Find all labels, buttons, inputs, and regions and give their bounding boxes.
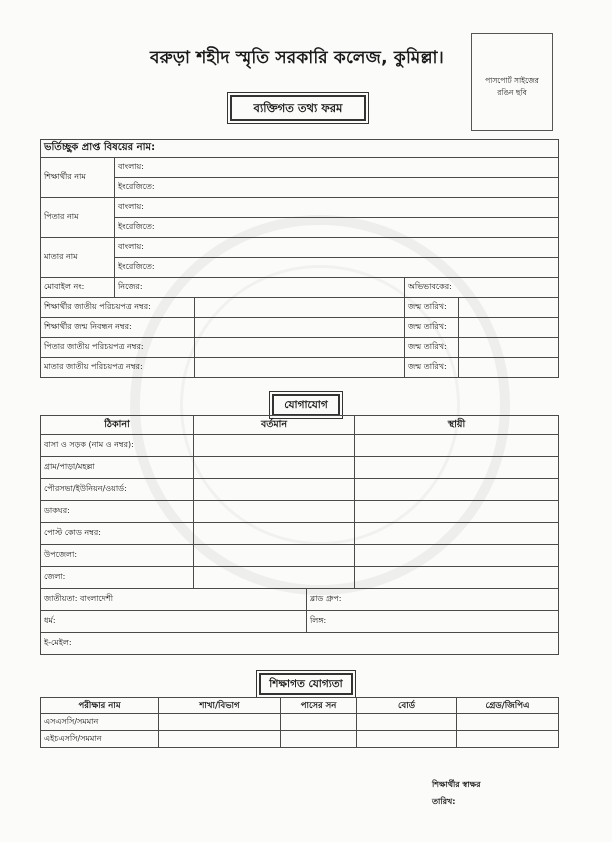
student-dob-label-2: জন্ম তারিখ: <box>405 318 459 338</box>
mother-dob-label: জন্ম তারিখ: <box>405 358 459 378</box>
student-name-bangla[interactable]: বাংলায়: <box>115 158 559 178</box>
blood-group-field[interactable]: ব্লাড গ্রুপ: <box>307 589 559 611</box>
father-name-bangla[interactable]: বাংলায়: <box>115 198 559 218</box>
college-name: বরুড়া শহীদ স্মৃতি সরকারি কলেজ, কুমিল্লা। <box>150 48 444 68</box>
permanent-field[interactable] <box>355 501 559 523</box>
personal-info-title: ব্যক্তিগত তথ্য ফরম <box>230 95 366 121</box>
address-row-label: ডাকঘর: <box>41 501 194 523</box>
grade-header: গ্রেড/জিপিএ <box>457 698 559 714</box>
contact-table <box>40 415 559 655</box>
student-name-label: শিক্ষার্থীর নাম <box>41 158 115 198</box>
student-birth-reg-label: শিক্ষার্থীর জন্ম নিবন্ধন নম্বর: <box>41 318 195 338</box>
present-field[interactable] <box>194 567 355 589</box>
mother-name-label: মাতার নাম <box>41 238 115 278</box>
education-table <box>40 697 559 748</box>
present-field[interactable] <box>194 479 355 501</box>
permanent-field[interactable] <box>355 479 559 501</box>
student-dob-field-2[interactable] <box>459 318 559 338</box>
father-name-label: পিতার নাম <box>41 198 115 238</box>
education-title: শিক্ষাগত যোগ্যতা <box>259 673 353 695</box>
ssc-year-field[interactable] <box>281 714 357 731</box>
address-column-header: ঠিকানা <box>41 416 194 435</box>
student-name-english[interactable]: ইংরেজিতে: <box>115 178 559 198</box>
signature-block <box>432 776 481 810</box>
father-nid-label: পিতার জাতীয় পরিচয়পত্র নম্বর: <box>41 338 195 358</box>
mother-nid-field[interactable] <box>195 358 405 378</box>
present-field[interactable] <box>194 457 355 479</box>
hsc-label: এইচএসসি/সমমান <box>41 731 159 748</box>
permanent-column-header: স্থায়ী <box>355 416 559 435</box>
mobile-guardian-field[interactable]: অভিভাবকের: <box>405 278 559 298</box>
religion-field[interactable]: ধর্ম: <box>41 611 307 633</box>
address-row-label: পৌরসভা/ইউনিয়ন/ওয়ার্ড: <box>41 479 194 501</box>
email-field[interactable]: ই-মেইল: <box>41 633 559 655</box>
hsc-grade-field[interactable] <box>457 731 559 748</box>
father-name-english[interactable]: ইংরেজিতে: <box>115 218 559 238</box>
student-birth-reg-field[interactable] <box>195 318 405 338</box>
mother-nid-label: মাতার জাতীয় পরিচয়পত্র নম্বর: <box>41 358 195 378</box>
student-dob-label: জন্ম তারিখ: <box>405 298 459 318</box>
nationality-field[interactable]: জাতীয়তা: বাংলাদেশী <box>41 589 307 611</box>
photo-label-line2: রঙিন ছবি <box>497 88 527 97</box>
hsc-group-field[interactable] <box>159 731 281 748</box>
board-header: বোর্ড <box>357 698 457 714</box>
exam-name-header: পরীক্ষার নাম <box>41 698 159 714</box>
signature-label: শিক্ষার্থীর স্বাক্ষর <box>432 780 481 789</box>
father-dob-field[interactable] <box>459 338 559 358</box>
present-column-header: বর্তমান <box>194 416 355 435</box>
group-header: শাখা/বিভাগ <box>159 698 281 714</box>
hsc-year-field[interactable] <box>281 731 357 748</box>
father-dob-label: জন্ম তারিখ: <box>405 338 459 358</box>
hsc-board-field[interactable] <box>357 731 457 748</box>
present-field[interactable] <box>194 523 355 545</box>
present-field[interactable] <box>194 545 355 567</box>
address-row-label: উপজেলা: <box>41 545 194 567</box>
student-nid-label: শিক্ষার্থীর জাতীয় পরিচয়পত্র নম্বর: <box>41 298 195 318</box>
gender-field[interactable]: লিঙ্গ: <box>307 611 559 633</box>
present-field[interactable] <box>194 435 355 457</box>
permanent-field[interactable] <box>355 567 559 589</box>
address-row-label: বাসা ও সড়ক (নাম ও নম্বর): <box>41 435 194 457</box>
mobile-own-field[interactable]: নিজের: <box>115 278 405 298</box>
ssc-board-field[interactable] <box>357 714 457 731</box>
permanent-field[interactable] <box>355 545 559 567</box>
mother-name-english[interactable]: ইংরেজিতে: <box>115 258 559 278</box>
student-dob-field[interactable] <box>459 298 559 318</box>
ssc-group-field[interactable] <box>159 714 281 731</box>
address-row-label: পোস্ট কোড নম্বর: <box>41 523 194 545</box>
photo-label-line1: পাসপোর্ট সাইজের <box>485 76 539 85</box>
mother-dob-field[interactable] <box>459 358 559 378</box>
address-row-label: গ্রাম/পাড়া/মহল্লা <box>41 457 194 479</box>
ssc-label: এসএসসি/সমমান <box>41 714 159 731</box>
passing-year-header: পাসের সন <box>281 698 357 714</box>
mobile-label: মোবাইল নং: <box>41 278 115 298</box>
photo-box[interactable] <box>471 33 553 131</box>
signature-date-label: তারিখ: <box>432 797 456 806</box>
permanent-field[interactable] <box>355 435 559 457</box>
ssc-grade-field[interactable] <box>457 714 559 731</box>
permanent-field[interactable] <box>355 523 559 545</box>
personal-info-table <box>40 139 559 378</box>
father-nid-field[interactable] <box>195 338 405 358</box>
mother-name-bangla[interactable]: বাংলায়: <box>115 238 559 258</box>
present-field[interactable] <box>194 501 355 523</box>
subject-label: ভর্তিচ্ছুক প্রাপ্ত বিষয়ের নাম: <box>41 140 559 158</box>
contact-title: যোগাযোগ <box>272 394 340 416</box>
permanent-field[interactable] <box>355 457 559 479</box>
address-row-label: জেলা: <box>41 567 194 589</box>
student-nid-field[interactable] <box>195 298 405 318</box>
